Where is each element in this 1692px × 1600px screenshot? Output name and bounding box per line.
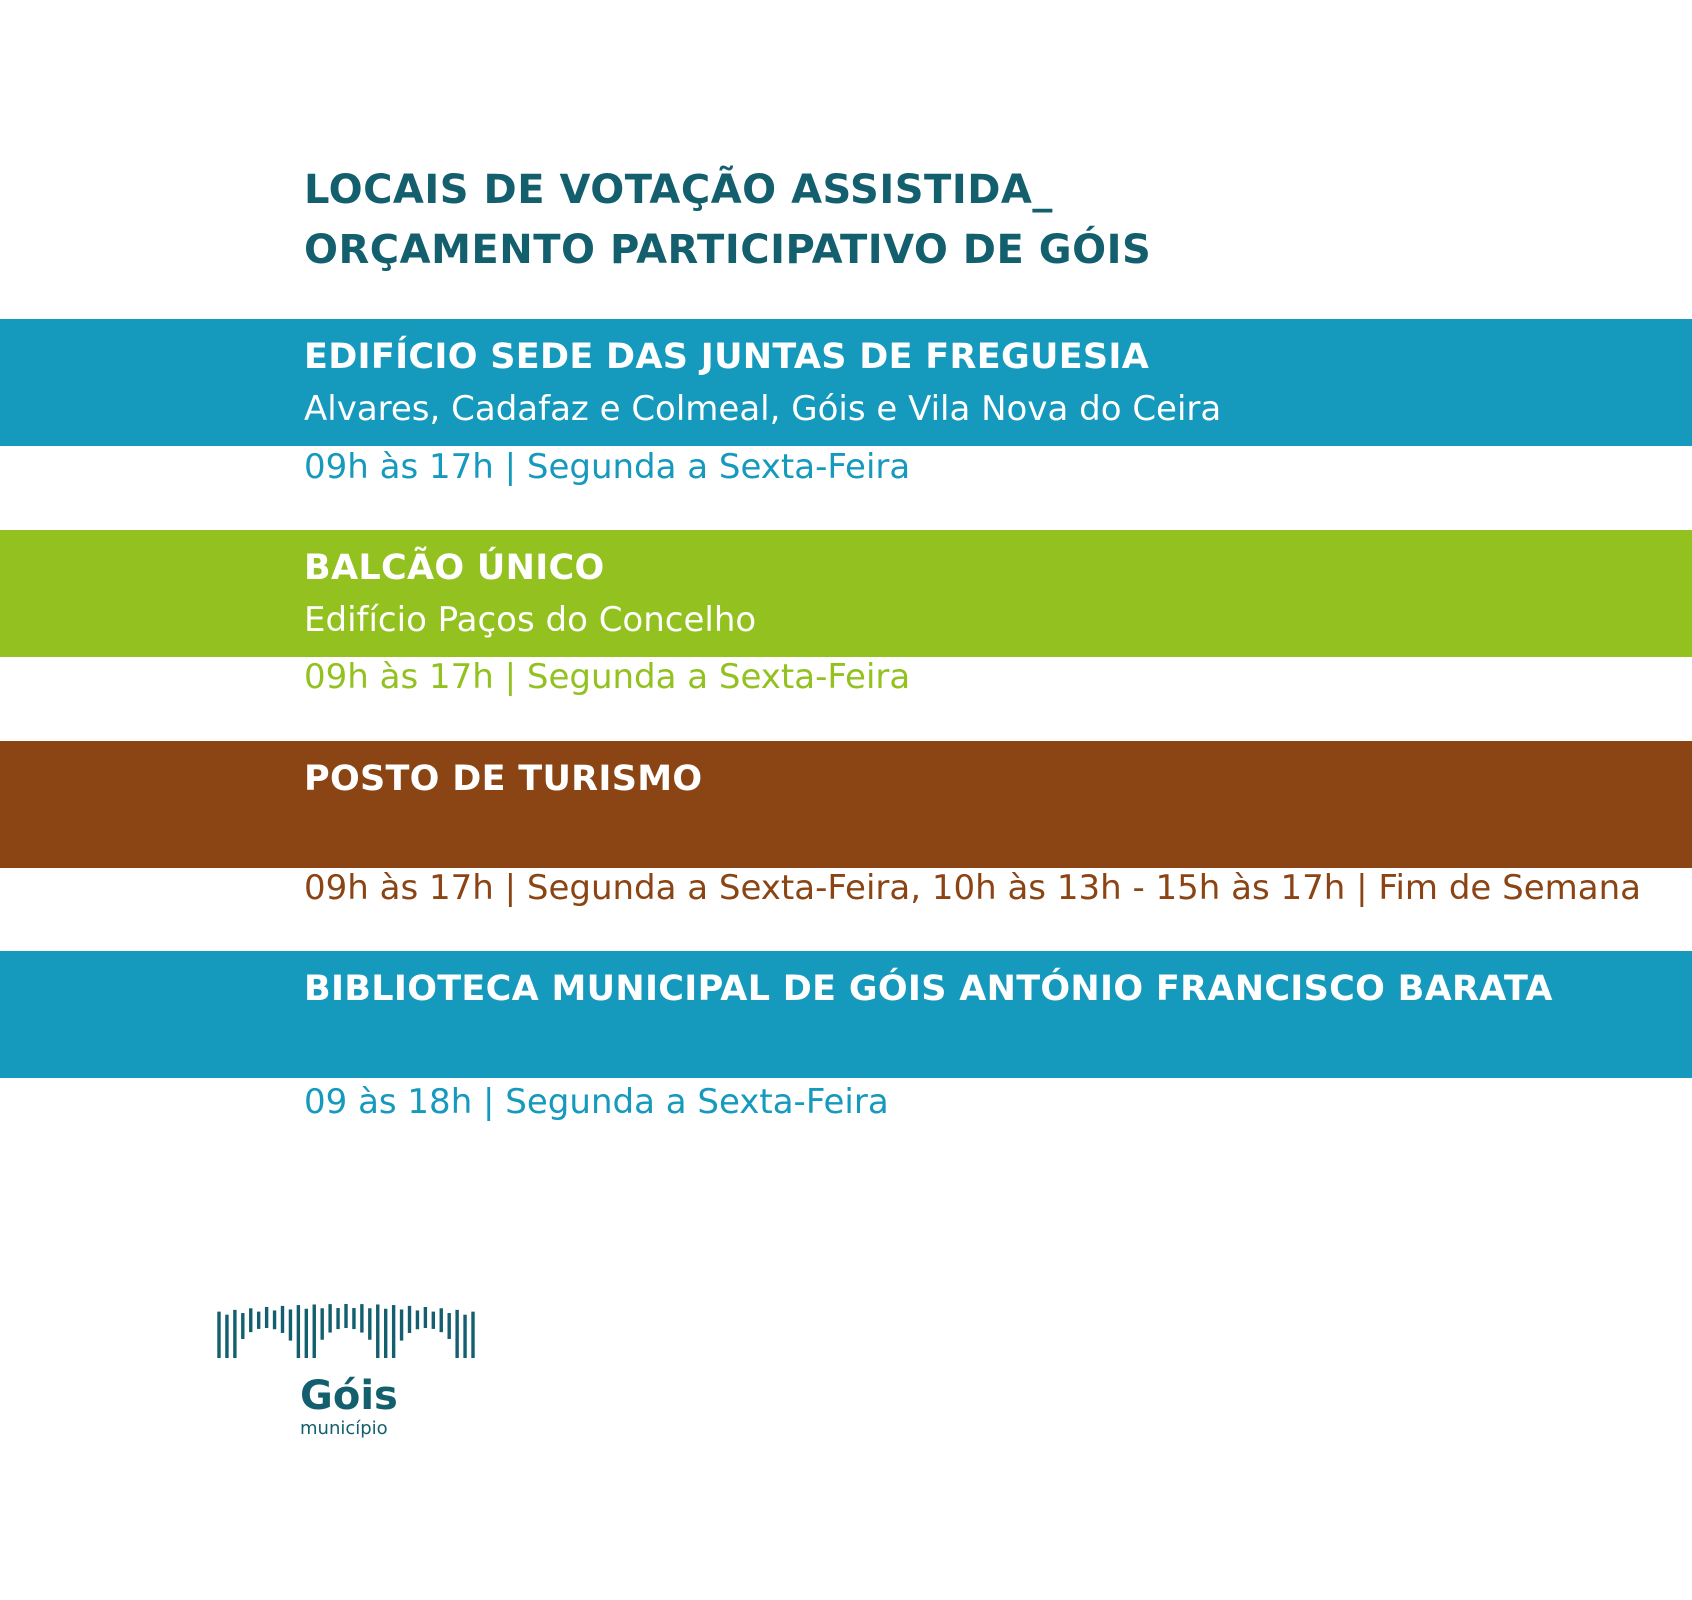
gois-logo (216, 1298, 478, 1448)
location-band-turismo (0, 741, 1692, 868)
page-title (304, 160, 1151, 280)
bridge-bar (376, 1304, 379, 1358)
bridge-bar (416, 1310, 419, 1329)
bridge-bar (384, 1309, 387, 1358)
bridge-bar (432, 1312, 435, 1329)
bridge-bar (320, 1308, 323, 1339)
bridge-bar (471, 1312, 474, 1358)
bridge-bar (455, 1310, 458, 1358)
bridge-bar (392, 1305, 395, 1358)
bridge-bar (281, 1306, 284, 1333)
bridge-bar (352, 1308, 355, 1329)
location-hours-balcao: 09h às 17h | Segunda a Sexta-Feira (304, 657, 911, 697)
bridge-bar (360, 1304, 363, 1332)
title-line-2: ORÇAMENTO PARTICIPATIVO DE GÓIS (304, 227, 1152, 273)
bridge-bar (257, 1312, 260, 1329)
bridge-arches-icon (216, 1298, 478, 1362)
location-name: BALCÃO ÚNICO (304, 548, 605, 588)
location-name: BIBLIOTECA MUNICIPAL DE GÓIS ANTÓNIO FRANCISCO BARATA (304, 969, 1553, 1009)
location-band-biblioteca (0, 951, 1692, 1078)
bridge-bar (241, 1313, 244, 1339)
logo-name: Góis (300, 1373, 398, 1419)
bridge-bar (289, 1309, 292, 1340)
bridge-bar (368, 1308, 371, 1339)
bridge-bar (249, 1308, 252, 1332)
location-name: EDIFÍCIO SEDE DAS JUNTAS DE FREGUESIA (304, 337, 1150, 377)
title-line-1: LOCAIS DE VOTAÇÃO ASSISTIDA_ (304, 167, 1053, 213)
bridge-bar (447, 1313, 450, 1339)
bridge-bar (463, 1315, 466, 1358)
location-hours-turismo: 09h às 17h | Segunda a Sexta-Feira, 10h às 13h - 15h às 17h | Fim de Semana (304, 868, 1641, 908)
location-hours-biblioteca: 09 às 18h | Segunda a Sexta-Feira (304, 1082, 889, 1122)
bridge-bar (305, 1309, 308, 1358)
bridge-bar (440, 1308, 443, 1332)
bridge-bar (336, 1308, 339, 1329)
bridge-bar (297, 1305, 300, 1358)
bridge-bar (328, 1304, 331, 1332)
bridge-bar (273, 1310, 276, 1329)
location-subtitle: Alvares, Cadafaz e Colmeal, Góis e Vila Nova do Ceira (304, 389, 1222, 429)
bridge-bar (313, 1304, 316, 1358)
bridge-bar (408, 1306, 411, 1333)
location-hours-juntas: 09h às 17h | Segunda a Sexta-Feira (304, 447, 911, 487)
bridge-bar (233, 1310, 236, 1358)
bridge-bar (225, 1315, 228, 1358)
location-band-juntas (0, 319, 1692, 446)
bridge-bar (424, 1307, 427, 1328)
bridge-bar (217, 1312, 220, 1358)
location-subtitle: Edifício Paços do Concelho (304, 600, 757, 640)
bridge-bar (265, 1307, 268, 1328)
logo-subtitle: município (300, 1418, 388, 1439)
location-name: POSTO DE TURISMO (304, 759, 703, 799)
bridge-bar (344, 1304, 347, 1328)
bridge-bar (400, 1309, 403, 1340)
location-band-balcao (0, 530, 1692, 657)
